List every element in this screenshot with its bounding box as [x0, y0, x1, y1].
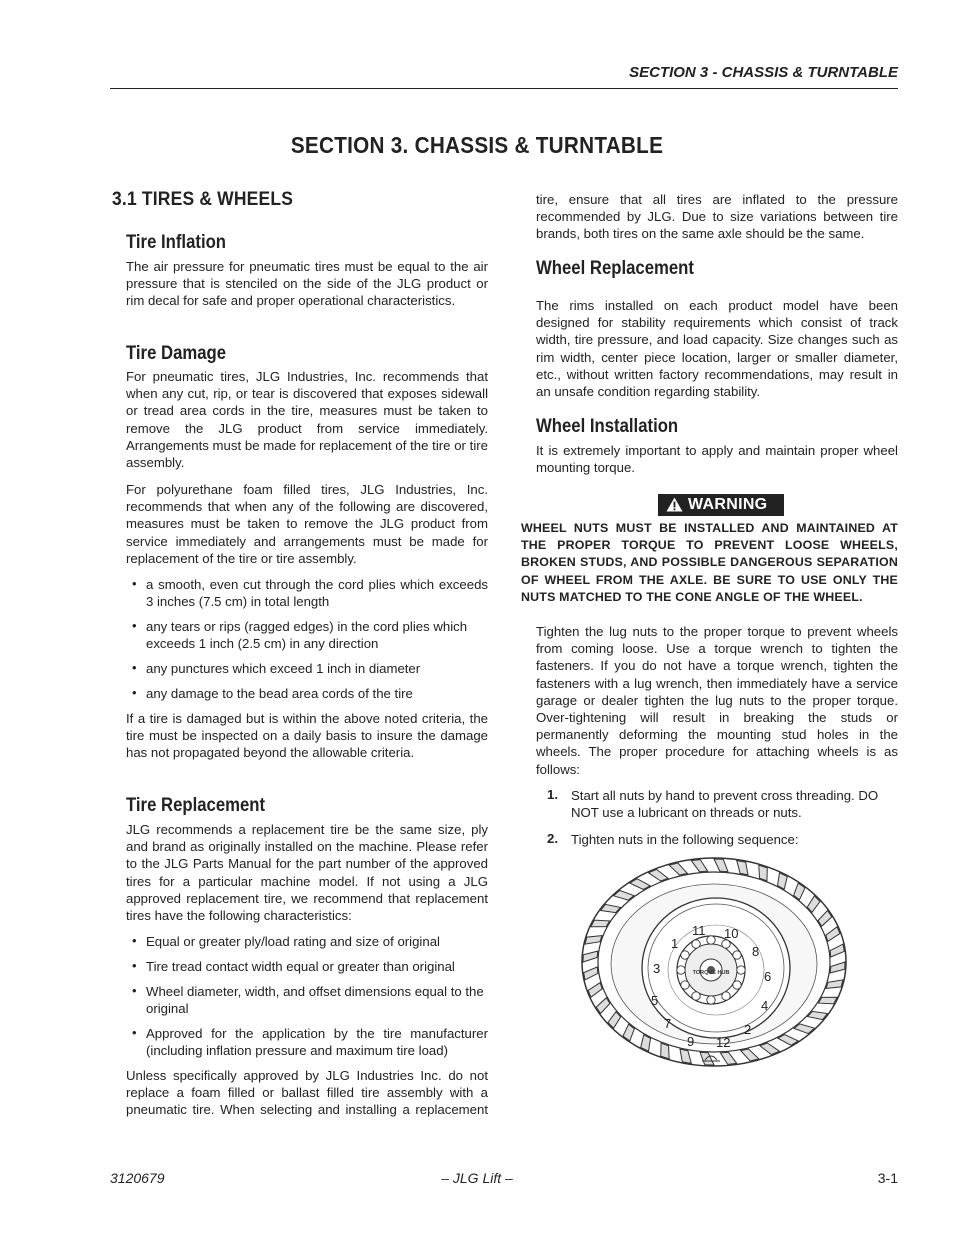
bullet-marker: • — [132, 685, 137, 700]
tire-inflation-para: The air pressure for pneumatic tires must be equal to the air pressure that is stenciled on the side of the JLG product or rim decal for safe and proper operational characteristics. — [126, 259, 488, 309]
tire-replacement-para2-part2 — [536, 191, 898, 243]
nut-number: 12 — [716, 1035, 731, 1050]
nut-number: 10 — [724, 926, 739, 941]
tire-replacement-para2-continuation: tire, ensure that all tires are inflated to the pressure recommended by JLG. Due to size variations between tire brands, both tires on the same axle should be the same. — [536, 192, 898, 242]
lug-nut — [692, 940, 700, 948]
nut-number: 2 — [744, 1022, 752, 1037]
wheel-torque-sequence-figure — [578, 856, 868, 1068]
tire-damage-heading: Tire Damage — [126, 343, 227, 364]
tire-damage-para2: For polyurethane foam filled tires, JLG Industries, Inc. recommends that when any of the following are discovered, measures must be taken to remove the JLG product from service immediately and arrangements must be made for replacement of the tire or tire assembly. — [126, 482, 488, 566]
lug-nut — [681, 951, 689, 959]
lug-nut — [737, 966, 745, 974]
lug-nut — [707, 996, 715, 1004]
lug-nut — [733, 981, 741, 989]
lug-nut — [681, 981, 689, 989]
footer-publisher: – JLG Lift – — [441, 1170, 513, 1186]
lug-nut — [692, 992, 700, 1000]
list-item: a smooth, even cut through the cord plies which exceeds 3 inches (7.5 cm) in total length — [146, 577, 488, 610]
warning-label: WARNING — [688, 496, 768, 513]
lug-nut — [733, 951, 741, 959]
list-item: Approved for the application by the tire manufacturer (including inflation pressure and maximum tire load) — [146, 1026, 488, 1059]
nut-number: 11 — [692, 923, 706, 938]
nut-number: 5 — [651, 993, 659, 1008]
nut-number: 1 — [671, 936, 679, 951]
nut-number: 6 — [764, 969, 772, 984]
nut-number: 4 — [761, 998, 769, 1013]
bullet-marker: • — [132, 1025, 137, 1040]
list-item: any tears or rips (ragged edges) in the cord plies which exceeds 1 inch (2.5 cm) in any direction — [146, 619, 468, 652]
tire-illustration — [582, 858, 846, 1066]
lug-nut — [707, 936, 715, 944]
list-item: Tire tread contact width equal or greater than original — [146, 959, 455, 974]
step-number: 2. — [547, 831, 558, 846]
step-number: 1. — [547, 787, 558, 802]
tread-block — [759, 865, 768, 881]
tread-block — [591, 920, 610, 927]
section-heading: 3.1 TIRES & WHEELS — [112, 189, 294, 210]
tread-block — [661, 1043, 670, 1059]
bullet-marker: • — [132, 576, 137, 591]
footer-page-number: 3-1 — [877, 1170, 898, 1186]
lug-nut — [722, 940, 730, 948]
warning-text: WHEEL NUTS MUST BE INSTALLED AND MAINTAINED AT THE PROPER TORQUE TO PREVENT LOOSE WHEELS, BROKEN STUDS, AND POSSIBLE DANGEROUS SEPARATION OF WHEEL FROM THE AXLE. BE SURE TO USE ONLY THE NUTS MATCHED TO THE CONE ANGLE OF THE WHEEL. — [521, 521, 898, 604]
running-header: SECTION 3 - CHASSIS & TURNTABLE — [629, 64, 898, 81]
nut-number: 7 — [664, 1016, 672, 1031]
list-item: Equal or greater ply/load rating and size of original — [146, 934, 440, 949]
bullet-marker: • — [132, 618, 137, 633]
tire-inflation-heading: Tire Inflation — [126, 232, 227, 253]
nut-number: 3 — [653, 961, 661, 976]
step-text: Start all nuts by hand to prevent cross threading. DO NOT use a lubricant on threads or nuts. — [571, 788, 879, 821]
wheel-replacement-heading: Wheel Replacement — [536, 258, 694, 279]
tire-damage-para1: For pneumatic tires, JLG Industries, Inc. recommends that when any cut, rip, or tear is discovered that exposes sidewall or tread area cords in the tire, measures must be taken to remove the JLG product from service immediately. Arrangements must be made for replacement of the tire or tire assembly. — [126, 369, 488, 471]
bullet-marker: • — [132, 958, 137, 973]
bullet-marker: • — [132, 983, 137, 998]
tire-replacement-heading: Tire Replacement — [126, 795, 266, 816]
warning-banner — [658, 494, 784, 516]
lug-nut — [722, 992, 730, 1000]
bullet-marker: • — [132, 660, 137, 675]
footer-doc-number: 3120679 — [110, 1170, 165, 1186]
wheel-installation-para: It is extremely important to apply and maintain proper wheel mounting torque. — [536, 443, 898, 476]
list-item: any punctures which exceed 1 inch in diameter — [146, 661, 421, 676]
lug-nut — [677, 966, 685, 974]
tire-damage-para3: If a tire is damaged but is within the above noted criteria, the tire must be inspected on a daily basis to insure the damage has not propagated beyond the allowable criteria. — [126, 711, 488, 761]
list-item: Wheel diameter, width, and offset dimensions equal to the original — [146, 984, 484, 1017]
tire-replacement-para2-part1: Unless specifically approved by JLG Industries Inc. do not replace a foam filled or ballast filled tire assembly with a pneumatic tire. When selecting and installing a replacement — [126, 1068, 488, 1118]
page-title: SECTION 3. CHASSIS & TURNTABLE — [290, 132, 664, 158]
header-rule — [110, 88, 898, 89]
bullet-marker: • — [132, 933, 137, 948]
warning-triangle-icon — [666, 497, 683, 512]
tire-replacement-para1: JLG recommends a replacement tire be the same size, ply and brand as originally installed on the machine. Please refer to the JLG Parts Manual for the part number of the approved tires for a particular machine model. If not using a JLG approved replacement tire, we recommend that replacement tires have the following characteristics: — [126, 822, 488, 924]
step-text: Tighten nuts in the following sequence: — [571, 832, 799, 847]
tread-block — [818, 997, 837, 1004]
hub-text: TORQUE HUB — [692, 970, 730, 976]
list-item: any damage to the bead area cords of the tire — [146, 686, 413, 701]
wheel-installation-para2: Tighten the lug nuts to the proper torque to prevent wheels from coming loose. Use a torque wrench to tighten the fasteners. If you do not have a torque wrench, tighten the fasteners with a lug wrench, then immediately have a service garage or dealer tighten the lug nuts to the proper torque. Over-tightening will result in breaking the studs or permanently deforming the mounting stud holes in the wheels. The proper procedure for attaching wheels is as follows: — [536, 624, 898, 777]
nut-number: 9 — [687, 1034, 695, 1049]
wheel-installation-heading: Wheel Installation — [536, 416, 679, 437]
nut-number: 8 — [752, 944, 760, 959]
wheel-replacement-para: The rims installed on each product model have been designed for stability requirements which consist of track width, tire pressure, and load capacity. Size changes such as rim width, center piece location, larger or smaller diameter, etc., without written factory recommendations, may result in an unsafe condition regarding stability. — [536, 298, 898, 400]
